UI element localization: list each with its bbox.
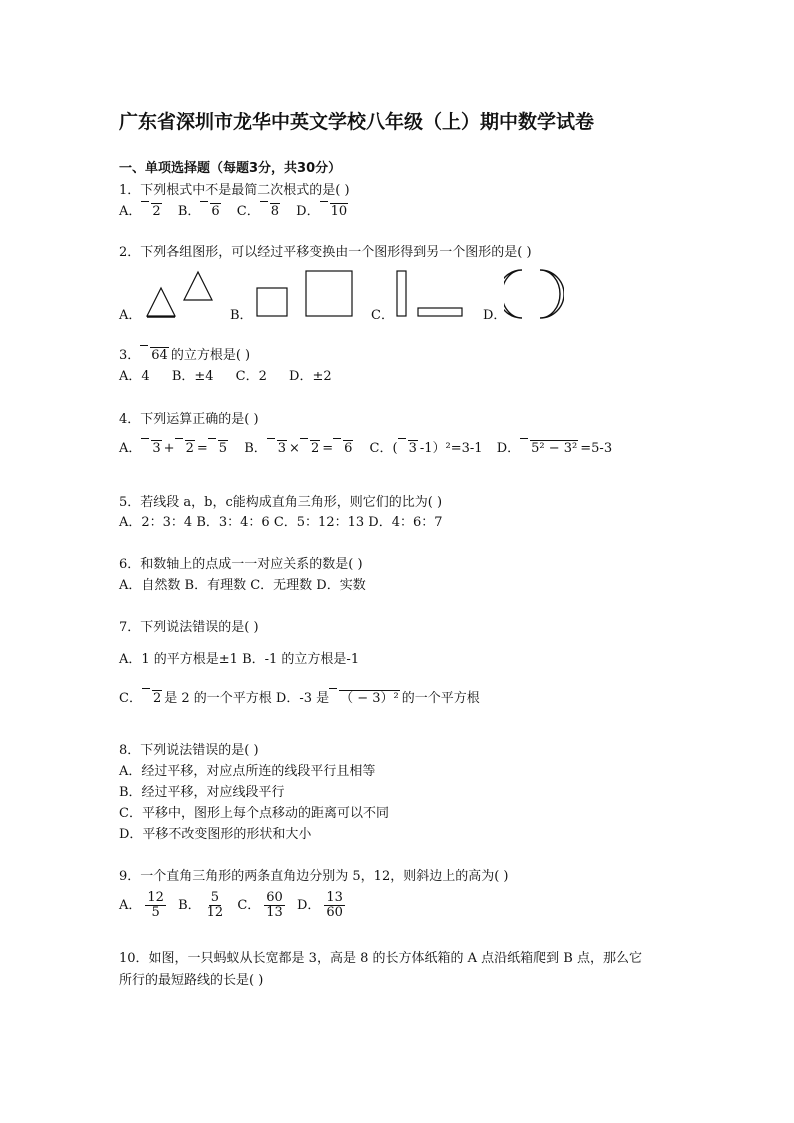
q4-option-c[interactable]: C．( 3 -1）²=3-1 bbox=[369, 441, 483, 456]
q8-option-c[interactable]: C．平移中，图形上每个点移动的距离可以不同 bbox=[119, 806, 389, 821]
q8-option-d[interactable]: D．平移不改变图形的形状和大小 bbox=[119, 827, 312, 842]
q1-option-d[interactable]: D． 10 bbox=[296, 204, 348, 219]
q3-option-b[interactable]: B．±4 bbox=[171, 369, 214, 384]
question-4-options bbox=[119, 440, 622, 458]
question-8-stem: 8．下列说法错误的是( ) bbox=[119, 743, 259, 758]
q2-squares-figure bbox=[254, 268, 358, 320]
question-7-stem: 7．下列说法错误的是( ) bbox=[119, 620, 259, 635]
q8-option-a[interactable]: A．经过平移，对应点所连的线段平行且相等 bbox=[119, 764, 376, 779]
page-title: 广东省深圳市龙华中英文学校八年级（上）期中数学试卷 bbox=[119, 111, 595, 133]
question-4-stem: 4．下列运算正确的是( ) bbox=[119, 412, 259, 427]
small-square-shape bbox=[257, 288, 287, 316]
question-7-options-ab[interactable]: A．1 的平方根是±1 B．-1 的立方根是-1 bbox=[119, 652, 360, 667]
question-1-stem: 1．下列根式中不是最简二次根式的是( ) bbox=[119, 183, 350, 198]
section-heading: 一、单项选择题（每题3分，共30分） bbox=[119, 161, 342, 176]
q2-triangles-figure bbox=[144, 268, 216, 320]
question-5-options[interactable]: A．2：3：4 B．3：4：6 C．5：12：13 D．4：6：7 bbox=[119, 515, 443, 530]
question-10-stem-line1: 10．如图，一只蚂蚁从长宽都是 3，高是 8 的长方体纸箱的 A 点沿纸箱爬到 B 点，那么它 bbox=[119, 951, 642, 966]
triangle-shape-1 bbox=[147, 288, 175, 316]
q8-option-b[interactable]: B．经过平移，对应线段平行 bbox=[119, 785, 285, 800]
q9-option-c[interactable]: C． $\frac{60}{13}$ bbox=[237, 890, 283, 920]
question-6-options[interactable]: A．自然数 B．有理数 C．无理数 D．实数 bbox=[119, 578, 366, 593]
question-9-options bbox=[119, 891, 359, 920]
right-crescent-shape bbox=[540, 270, 564, 318]
q9-option-d[interactable]: D． $\frac{13}{60}$ bbox=[296, 890, 343, 920]
q4-option-a[interactable]: A． 3 + 2 = 5 bbox=[119, 441, 228, 456]
left-crescent-shape bbox=[504, 270, 522, 318]
q4-option-d[interactable]: D． 5² − 3² =5-3 bbox=[496, 441, 613, 456]
q2-option-a-label[interactable]: A． bbox=[119, 308, 142, 323]
question-10-stem-line2: 所行的最短路线的长是( ) bbox=[119, 973, 264, 988]
large-square-shape bbox=[306, 271, 352, 316]
question-6-stem: 6．和数轴上的点成一一对应关系的数是( ) bbox=[119, 557, 363, 572]
q2-option-d-label[interactable]: D． bbox=[483, 308, 507, 323]
question-9-stem: 9．一个直角三角形的两条直角边分别为 5，12，则斜边上的高为( ) bbox=[119, 869, 509, 884]
q2-rectangles-figure bbox=[392, 268, 468, 320]
question-3-options bbox=[119, 368, 342, 386]
q1-option-c[interactable]: C． 8 bbox=[236, 204, 280, 219]
question-1-options bbox=[119, 203, 360, 221]
question-2-stem: 2．下列各组图形，可以经过平移变换由一个图形得到另一个图形的是( ) bbox=[119, 245, 532, 260]
q2-option-b-label[interactable]: B． bbox=[230, 308, 253, 323]
triangle-shape-2 bbox=[184, 272, 212, 300]
horizontal-rectangle-shape bbox=[418, 308, 462, 316]
q1-option-b[interactable]: B． 6 bbox=[177, 204, 220, 219]
q4-option-b[interactable]: B． 3 × 2 = 6 bbox=[244, 441, 353, 456]
q3-option-d[interactable]: D．±2 bbox=[289, 369, 332, 384]
q1-option-a[interactable]: A． 2 bbox=[119, 204, 161, 219]
question-7-options-cd[interactable]: C． 2 是 2 的一个平方根 D．-3 是 （ − 3）² 的一个平方根 bbox=[119, 691, 480, 706]
q3-option-a[interactable]: A．4 bbox=[119, 369, 150, 384]
q2-crescents-figure bbox=[504, 266, 564, 322]
q3-option-c[interactable]: C．2 bbox=[235, 369, 267, 384]
q9-option-b[interactable]: B． $\frac{5}{12}$ bbox=[178, 890, 224, 920]
vertical-rectangle-shape bbox=[397, 271, 406, 316]
q9-option-a[interactable]: A． $\frac{12}{5}$ bbox=[119, 890, 164, 920]
question-3-stem: 3． 64 的立方根是( ) bbox=[119, 348, 251, 363]
q2-option-c-label[interactable]: C． bbox=[371, 308, 394, 323]
question-5-stem: 5．若线段 a，b，c能构成直角三角形，则它们的比为( ) bbox=[119, 495, 443, 510]
